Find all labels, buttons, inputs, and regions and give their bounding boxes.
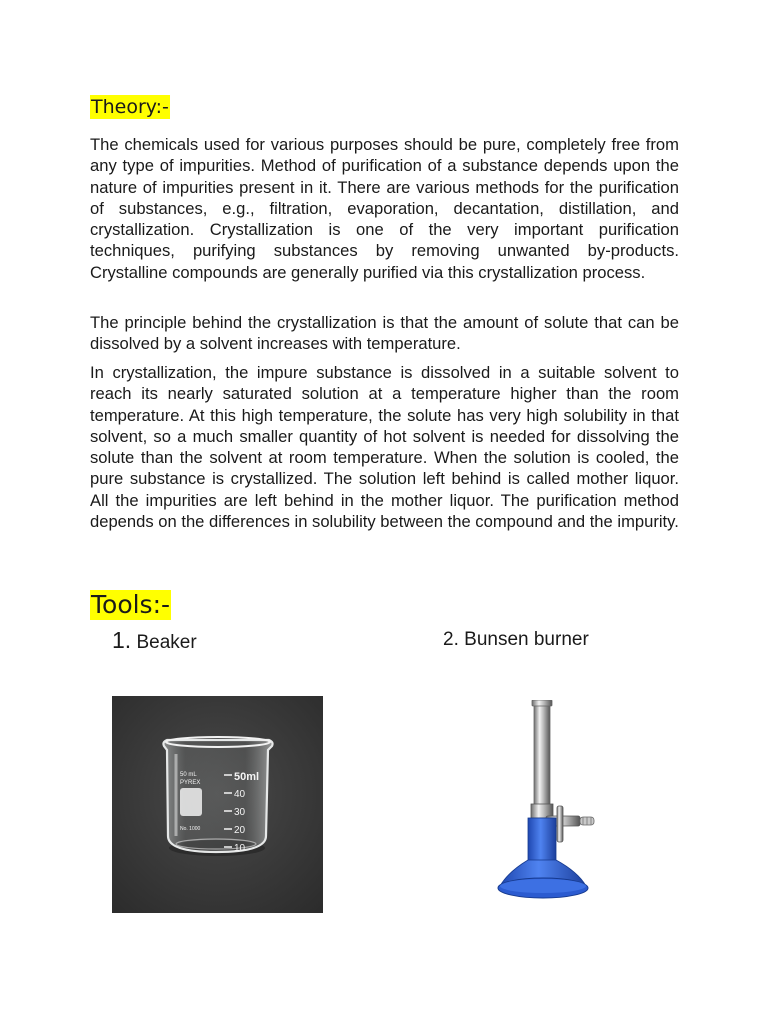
tool-label: Bunsen burner — [464, 629, 589, 650]
tool-item-bunsen-burner — [443, 628, 589, 652]
theory-paragraph-1: The chemicals used for various purposes should be pure, completely free from any type of impurities. Method of purification of a substance depends upon the nature of impurities present in it. There are various methods for the purification of substances, e.g., filtration, evaporation, decantation, distillation, and crystallization. Crystallization is one of the very important purification techniques, purifying substances by removing unwanted by-products. Crystalline compounds are generally purified via this crystallization process. — [90, 135, 679, 282]
bunsen-burner-image — [488, 700, 598, 905]
beaker-glass — [163, 737, 272, 856]
tool-item-beaker — [112, 628, 197, 655]
tool-label: Beaker — [136, 632, 197, 653]
tools-heading-text: Tools:- — [91, 590, 171, 619]
theory-paragraph-3: In crystallization, the impure substance is dissolved in a suitable solvent to reach its nearly saturated solution at a temperature higher than the room temperature. At this high temperature, the solute has very high solubility in that solvent, so a much smaller quantity of hot solvent is needed for dissolving the solute than the solvent at room temperature. When the solution is cooled, the pure substance is crystallized. The solution left behind is called mother liquor. All the impurities are left behind in the mother liquor. The purification method depends on the differences in solubility between the compound and the impurity. — [90, 363, 679, 532]
beaker-top-mark: 50ml — [234, 771, 260, 783]
tool-number: 2. — [443, 629, 459, 650]
beaker-model: No. 1000 — [180, 826, 201, 832]
burner-tube — [531, 700, 553, 818]
theory-heading — [90, 95, 170, 120]
beaker-brand: PYREX — [180, 780, 201, 786]
tool-number: 1. — [112, 627, 132, 653]
theory-paragraph-2: The principle behind the crystallization is that the amount of solute that can be dissolved by a solvent increases with temperature. — [90, 313, 679, 354]
tools-heading — [90, 590, 171, 620]
beaker-mark-30: 30 — [234, 807, 246, 818]
burner-base — [498, 818, 588, 898]
beaker-capacity: 50 mL — [180, 772, 197, 778]
beaker-mark-10: 10 — [234, 843, 246, 854]
beaker-mark-20: 20 — [234, 825, 246, 836]
beaker-image — [112, 696, 323, 913]
beaker-mark-40: 40 — [234, 789, 246, 800]
theory-heading-text: Theory:- — [91, 96, 169, 118]
